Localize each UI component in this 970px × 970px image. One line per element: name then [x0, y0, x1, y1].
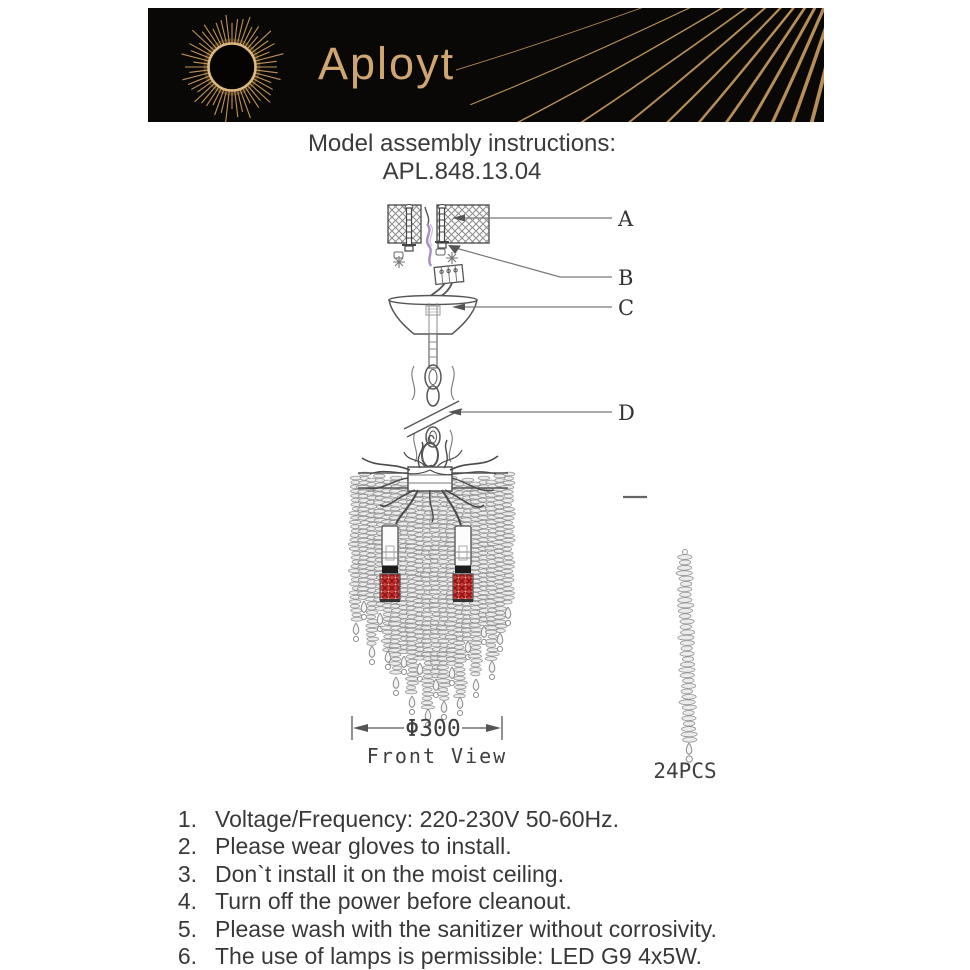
- list-item: [150, 861, 850, 888]
- list-item: [150, 916, 850, 943]
- callout-label-d: D: [618, 401, 635, 425]
- title-line: Model assembly instructions:: [307, 130, 617, 157]
- page-title: [0, 130, 947, 186]
- assembly-diagram: [140, 195, 830, 795]
- item-text: Turn off the power before cleanout.: [215, 888, 572, 915]
- item-text: Please wash with the sanitizer without corrosivity.: [215, 915, 717, 942]
- item-text: Don`t install it on the moist ceiling.: [215, 860, 564, 887]
- callout-leaders: [448, 215, 647, 498]
- canopy: [389, 296, 477, 335]
- item-number: 4.: [177, 888, 197, 915]
- item-number: 5.: [177, 915, 197, 942]
- instruction-list: [150, 806, 850, 970]
- list-item: [150, 806, 850, 833]
- model-number: APL.848.13.04: [382, 158, 542, 185]
- item-text: Voltage/Frequency: 220-230V 50-60Hz.: [215, 806, 620, 832]
- callout-label-a: A: [618, 207, 634, 231]
- item-number: 1.: [177, 806, 197, 832]
- list-item: [150, 943, 850, 970]
- callout-label-c: C: [618, 296, 635, 320]
- list-item: [150, 833, 850, 860]
- terminal-block: [434, 265, 464, 285]
- ceiling-mount-plate: [388, 205, 489, 243]
- item-number: 2.: [177, 833, 197, 860]
- item-number: 3.: [177, 860, 197, 887]
- brand-logo-text: Aployt: [318, 38, 456, 89]
- item-text: The use of lamps is permissible: LED G9 4x5W.: [215, 943, 703, 970]
- decorative-rays-icon: [148, 8, 824, 122]
- item-number: 6.: [177, 943, 197, 970]
- list-item: [150, 888, 850, 915]
- view-label: Front View: [366, 744, 508, 768]
- dimension-label: Φ300: [405, 716, 461, 742]
- callout-label-b: B: [618, 266, 634, 290]
- brand-header: [148, 8, 824, 122]
- item-text: Please wear gloves to install.: [215, 833, 512, 860]
- ceiling-wires: [425, 207, 432, 266]
- parts-count-label: 24PCS: [653, 759, 717, 783]
- chain: [404, 365, 462, 462]
- hanging-rod: [429, 334, 437, 368]
- spare-strand: [676, 549, 698, 762]
